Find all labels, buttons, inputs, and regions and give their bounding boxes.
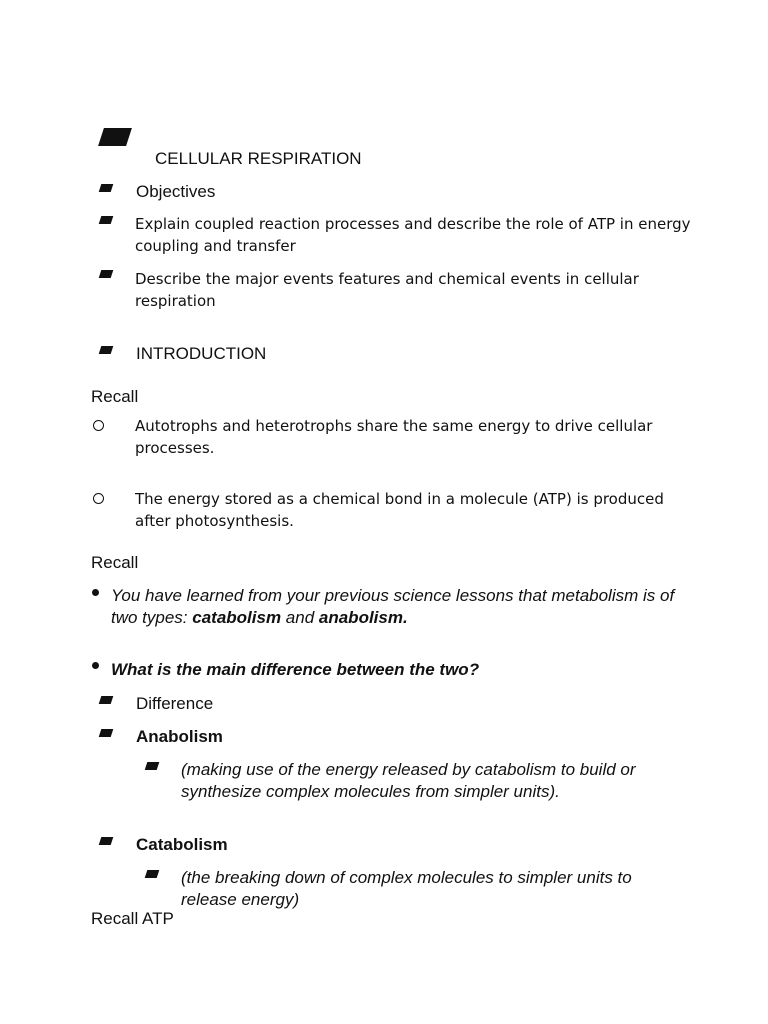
introduction-bullet-icon [99,346,114,354]
anabolism-definition-bullet-icon [145,762,160,770]
objective-2-text: Describe the major events features and chemical events in cellular respiration [135,270,639,310]
objective-2-bullet-icon [99,270,114,278]
page-title: CELLULAR RESPIRATION [155,149,362,168]
objectives-bullet-icon [99,184,114,192]
objective-1-bullet-icon [99,216,114,224]
catabolism-bullet-icon [99,837,114,845]
introduction-heading: INTRODUCTION [136,344,267,363]
title-bullet-icon [98,128,132,146]
catabolism-definition-bullet-icon [145,870,160,878]
question-bullet-dot-icon [92,662,99,669]
catabolism-term: Catabolism [136,835,228,854]
anabolism-definition: (making use of the energy released by catabolism to build or synthesize complex molecules from simpler units). [181,760,636,801]
anabolism-term-inline: anabolism. [318,608,408,627]
metabolism-bullet-dot-icon [92,589,99,596]
recall-atp-heading: Recall ATP [91,909,174,928]
recall-item-2-text: The energy stored as a chemical bond in a molecule (ATP) is produced after photosynthesis. [135,490,664,530]
recall-heading-1: Recall [91,387,139,406]
metabolism-statement [111,585,701,629]
recall-item-2-circle-icon [93,493,104,504]
catabolism-definition: (the breaking down of complex molecules to simpler units to release energy) [181,868,632,909]
metabolism-statement-text: You have learned from your previous science lessons that metabolism is of two types: [111,586,675,627]
difference-question: What is the main difference between the two? [111,660,480,679]
objective-1-text: Explain coupled reaction processes and describe the role of ATP in energy coupling and transfer [135,215,691,255]
catabolism-term-inline: catabolism [192,608,282,627]
recall-item-1-circle-icon [93,420,104,431]
metabolism-statement-and: and [281,608,319,627]
anabolism-term: Anabolism [136,727,223,746]
difference-bullet-icon [99,696,114,704]
recall-item-1-text: Autotrophs and heterotrophs share the same energy to drive cellular processes. [135,417,653,457]
recall-heading-2: Recall [91,553,139,572]
difference-heading: Difference [136,694,214,713]
anabolism-bullet-icon [99,729,114,737]
objectives-heading: Objectives [136,182,216,201]
